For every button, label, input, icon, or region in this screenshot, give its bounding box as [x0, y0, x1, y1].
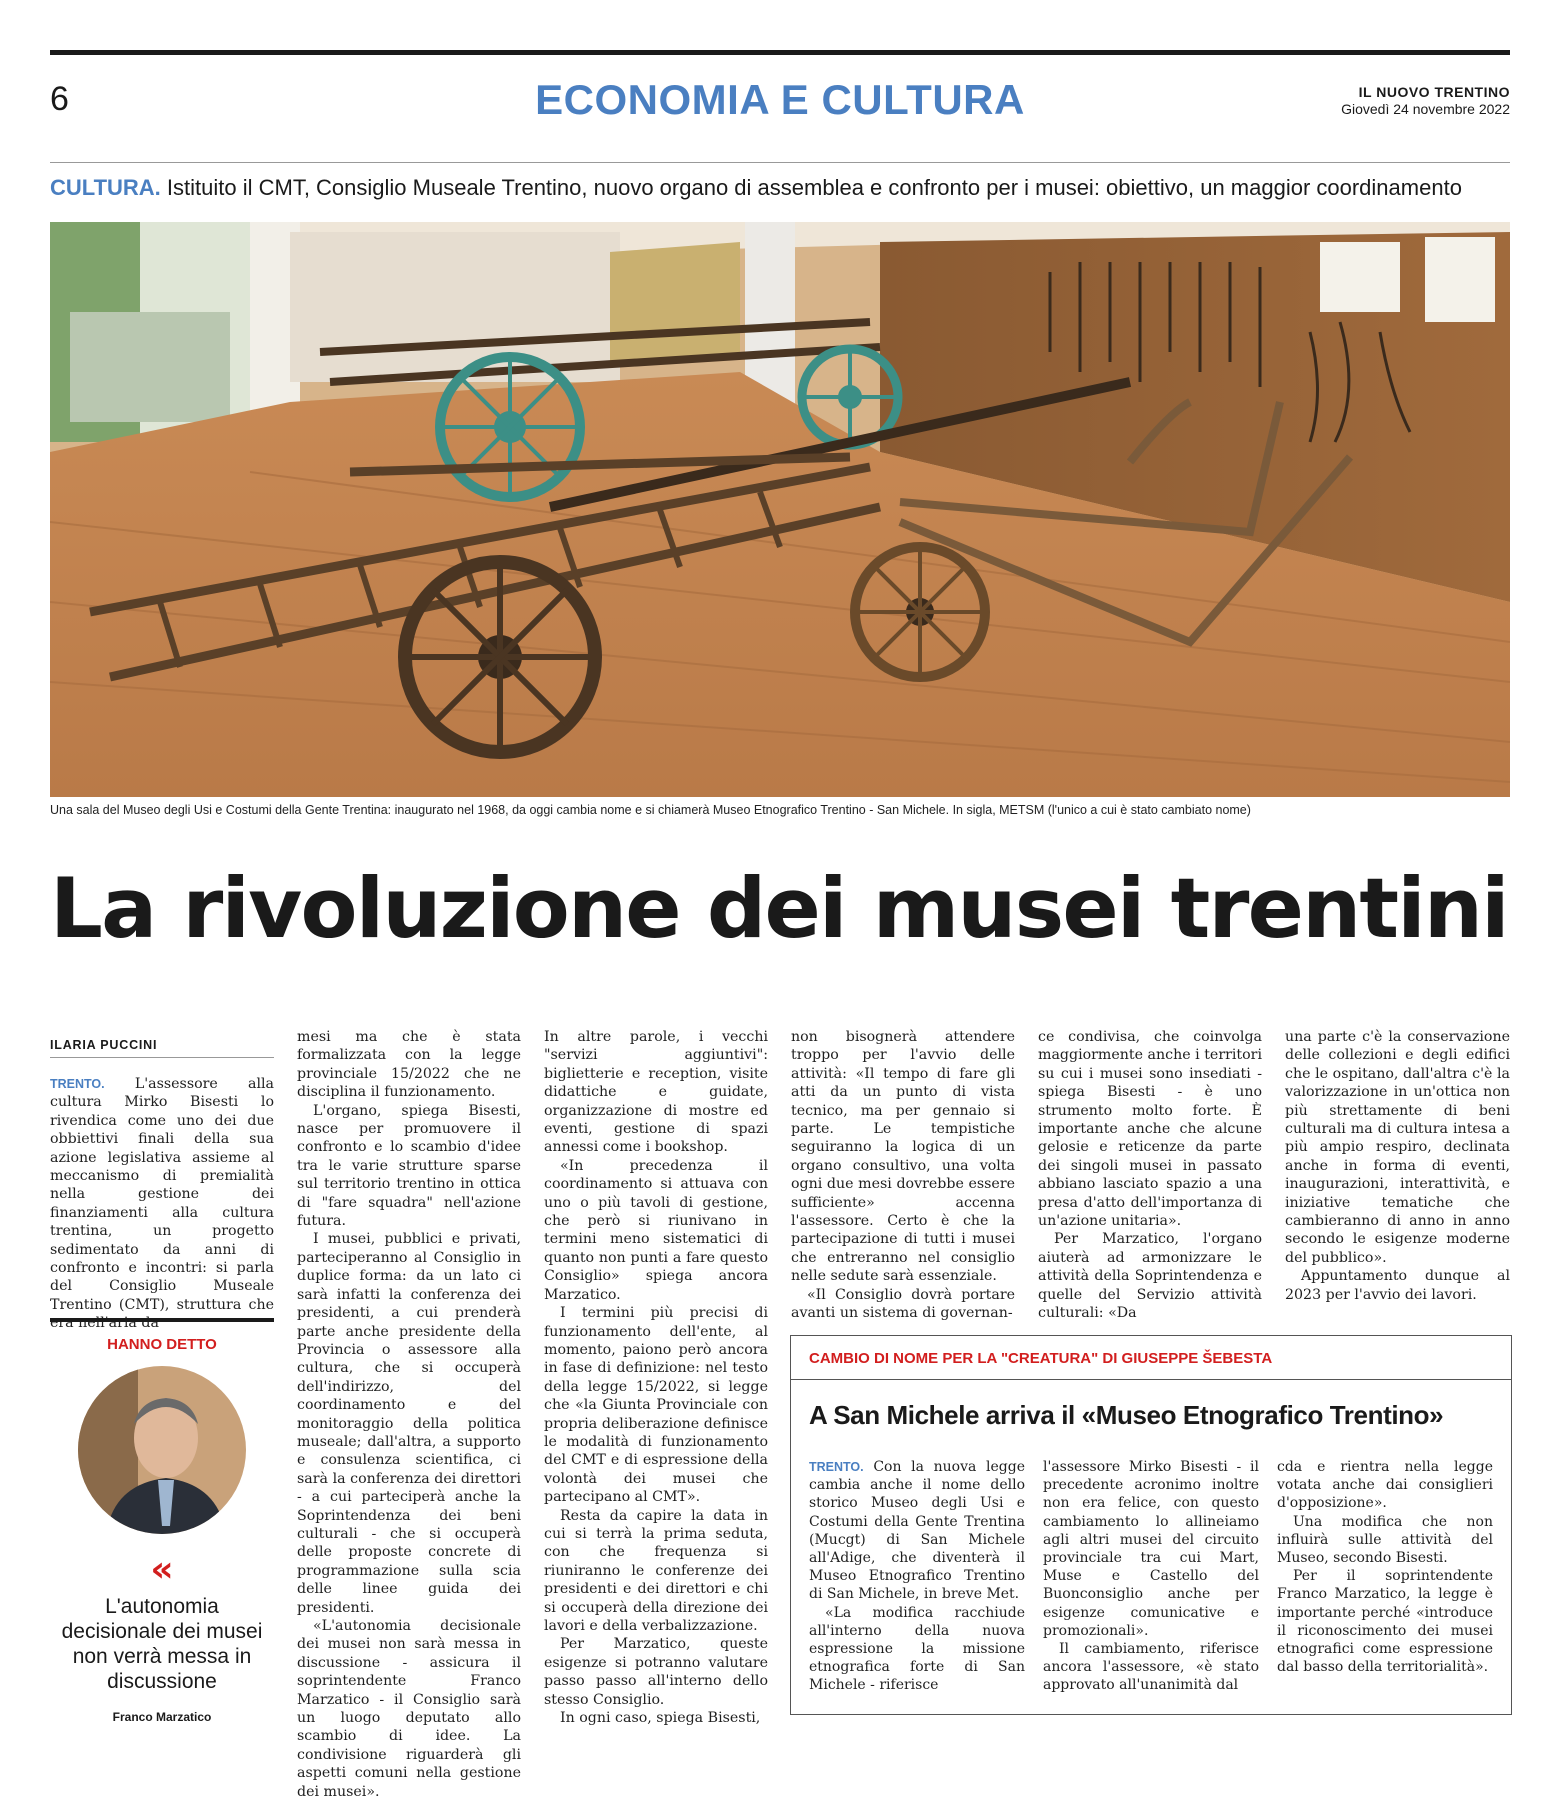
quote-author: Franco Marzatico [112, 1710, 212, 1724]
article-paragraph: Appuntamento dunque al 2023 per l'avvio dei lavori. [1285, 1268, 1510, 1303]
byline-rule [50, 1057, 274, 1058]
article-paragraph: Resta da capire la data in cui si terrà la prima seduta, con che frequenza si riuniranno le conferenze dei presidenti e dei direttori e chi si occuperà della direzione dei lavori e della verbalizzazione. [544, 1507, 768, 1634]
article-paragraph: ce condivisa, che coinvolga maggiormente anche i territori su cui i musei sono insediati - spiega Bisesti - è uno strumento molto forte. È importante anche che alcune gelosie e reticenze da parte dei singoli musei in passato abbiano lasciato spazio a una presa d'atto dell'importanza di un'azione unitaria». [1038, 1029, 1262, 1230]
article-paragraph: «In precedenza il coordinamento si attuava con uno o più tavoli di gestione, che però si riunivano in termini meno sistematici di quanto non punti a fare questo Consiglio» spiega ancora Marzatico. [544, 1157, 768, 1303]
article-paragraph: mesi ma che è stata formalizzata con la legge provinciale 15/2022 che ne disciplina il funzionamento. [297, 1029, 521, 1101]
article-paragraph: Per Marzatico, queste esigenze si potranno valutare passo passo all'interno dello stesso Consiglio. [544, 1636, 768, 1708]
issue-date: Giovedì 24 novembre 2022 [1341, 101, 1510, 117]
quote-box-label: HANNO DETTO [107, 1336, 217, 1353]
sidebar-dateline: TRENTO. [809, 1460, 864, 1474]
quote-box [50, 1318, 274, 1732]
article-paragraph: I musei, pubblici e privati, parteciperanno al Consiglio in duplice forma: da un lato ci sarà infatti la conferenza dei presidenti, a cui prenderà parte anche presidente della Provincia o assessore alla cultura, che si occuperà dell'indirizzo, del coordinamento e del monitoraggio della politica museale; dall'altra, a supporto e consulenza scientifica, ci sarà la conferenza dei direttori - a cui parteciperà anche la Soprintendenza dei beni culturali - che si occuperà delle proposte concrete di programmazione sulla scia delle linee guida dei presidenti. [297, 1231, 521, 1616]
avatar [78, 1366, 246, 1534]
quote-text: L'autonomia decisionale dei musei non verrà messa in discussione [61, 1595, 263, 1693]
sidebar-paragraph: Una modifica che non influirà sulle attività del Museo, secondo Bisesti. [1277, 1513, 1493, 1567]
article-paragraph: I termini più precisi di funzionamento dell'ente, al momento, paiono però ancora in fase di definizione: nel testo della legge 15/2022, si legge che «la Giunta Provinciale con propria deliberazione definisce le modalità di funzionamento del CMT e di espressione della volontà dei musei che partecipano al CMT». [544, 1305, 768, 1506]
quote-mark-icon: « [150, 1549, 174, 1590]
sidebar-paragraph: Il cambiamento, riferisce ancora l'assessore, «è stato approvato all'unanimità dal [1043, 1641, 1259, 1694]
newspaper-name: IL NUOVO TRENTINO [1358, 84, 1510, 100]
kicker-label: CULTURA. [50, 175, 161, 200]
sidebar-column-2 [1043, 1458, 1259, 1695]
sidebar-paragraph: Per il soprintendente Franco Marzatico, la legge è importante perché «introduce il riconoscimento dei musei etnografici come espressione dal basso della territorialità». [1277, 1568, 1493, 1676]
photo-caption: Una sala del Museo degli Usi e Costumi della Gente Trentina: inaugurato nel 1968, da oggi cambia nome e si chiamerà Museo Etnografico Trentino - San Michele. In sigla, METSM (l'unico a cui è stato cambiato nome) [50, 803, 1251, 817]
sidebar-title: A San Michele arriva il «Museo Etnografico Trentino» [809, 1400, 1444, 1430]
sidebar-kicker: CAMBIO DI NOME PER LA "CREATURA" DI GIUSEPPE ŠEBESTA [809, 1350, 1273, 1367]
sidebar-paragraph: «La modifica racchiude all'interno della nuova espressione la missione etnografica forte di San Michele - riferisce [809, 1604, 1025, 1694]
article-paragraph: «L'autonomia decisionale dei musei non sarà messa in discussione - assicura il soprintendente Franco Marzatico - il Consiglio sarà un luogo deputato allo scambio di idee. La condivisione riguarderà gli aspetti comuni nella gestione dei musei». [297, 1618, 521, 1800]
article-paragraph: non bisognerà attendere troppo per l'avvio delle attività: «Il tempo di fare gli atti da un punto di vista tecnico, ma per gennaio si parte. Le tempistiche seguiranno la logica di un organo consultivo, una volta ogni due mesi dovrebbe essere sufficiente» accenna l'assessore. Certo è che la partecipazione di tutti i musei che entreranno nel consiglio nelle sedute sarà essenziale. [791, 1029, 1015, 1285]
top-rule [50, 50, 1510, 55]
section-rule [50, 162, 1510, 163]
museum-photo [50, 222, 1510, 797]
byline: ILARIA PUCCINI [50, 1038, 158, 1052]
section-title: ECONOMIA E CULTURA [535, 76, 1025, 123]
article-paragraph: Per Marzatico, l'organo aiuterà ad armonizzare le attività della Soprintendenza e quelle del Servizio attività culturali: «Da [1038, 1231, 1262, 1322]
article-paragraph: una parte c'è la conservazione delle collezioni e degli edifici che le ospitano, dall'altra c'è la valorizzazione in un'ottica non più strettamente di beni culturali ma di cultura intesa a più ampio respiro, declinata anche in forma di eventi, inaugurazioni, interattività, e iniziative tematiche che cambieranno di anno in anno secondo le esigenze moderne del pubblico». [1285, 1029, 1510, 1266]
article-column-4 [791, 1028, 1015, 1323]
article-column-2 [297, 1028, 521, 1801]
page-number: 6 [50, 80, 69, 118]
sidebar-column-1 [809, 1458, 1025, 1695]
sidebar-column-3 [1277, 1458, 1493, 1676]
kicker-text: Istituito il CMT, Consiglio Museale Trentino, nuovo organo di assemblea e confronto per i musei: obiettivo, un maggior coordinamento [160, 175, 1462, 200]
article-paragraph: In ogni caso, spiega Bisesti, [560, 1710, 761, 1727]
article-paragraph: TRENTO. L'assessore alla cultura Mirko Bisesti lo rivendica come uno dei due obbiettivi finali della sua azione legislativa assieme al meccanismo di premialità nella gestione dei finanziamenti alla cultura trentina, un progetto sedimentato da anni di confronto e incontri: si parla del Consiglio Museale Trentino (CMT), struttura che era nell'aria da [50, 1076, 274, 1332]
article-dateline: TRENTO. [50, 1077, 105, 1091]
article-paragraph: In altre parole, i vecchi "servizi aggiuntivi": biglietterie e reception, visite didattiche e guidate, organizzazione di mostre ed eventi, gestione di spazi annessi come i bookshop. [544, 1029, 768, 1156]
headline: La rivoluzione dei musei trentini [50, 860, 1508, 957]
article-column-6 [1285, 1028, 1510, 1304]
sidebar-box [790, 1335, 1512, 1715]
sidebar-paragraph: cda e rientra nella legge votata anche dai consiglieri d'opposizione». [1277, 1459, 1493, 1512]
article-column-5 [1038, 1028, 1262, 1323]
article-column-1 [50, 1075, 274, 1333]
sidebar-paragraph: TRENTO. Con la nuova legge cambia anche il nome dello storico Museo degli Usi e Costumi della Gente Trentina (Mucgt) di San Michele all'Adige, che diventerà il Museo Etnografico Trentino di San Michele, in breve Met. [809, 1459, 1025, 1603]
masthead [1341, 84, 1510, 117]
article-column-3 [544, 1028, 768, 1727]
article-paragraph: L'organo, spiega Bisesti, nasce per promuovere il confronto e lo scambio d'idee tra le varie strutture sparse sul territorio trentino in ottica di "fare squadra" nell'azione futura. [297, 1102, 521, 1230]
kicker [50, 175, 1520, 201]
sidebar-rule [791, 1379, 1511, 1380]
article-paragraph: «Il Consiglio dovrà portare avanti un sistema di governan- [791, 1286, 1015, 1322]
sidebar-paragraph: l'assessore Mirko Bisesti - il precedente acronimo inoltre non era felice, con questo cambiamento lo allineiamo agli altri musei del circuito provinciale tra cui Mart, Muse e Castello del Buonconsiglio anche per esigenze comunicative e promozionali». [1043, 1459, 1259, 1639]
